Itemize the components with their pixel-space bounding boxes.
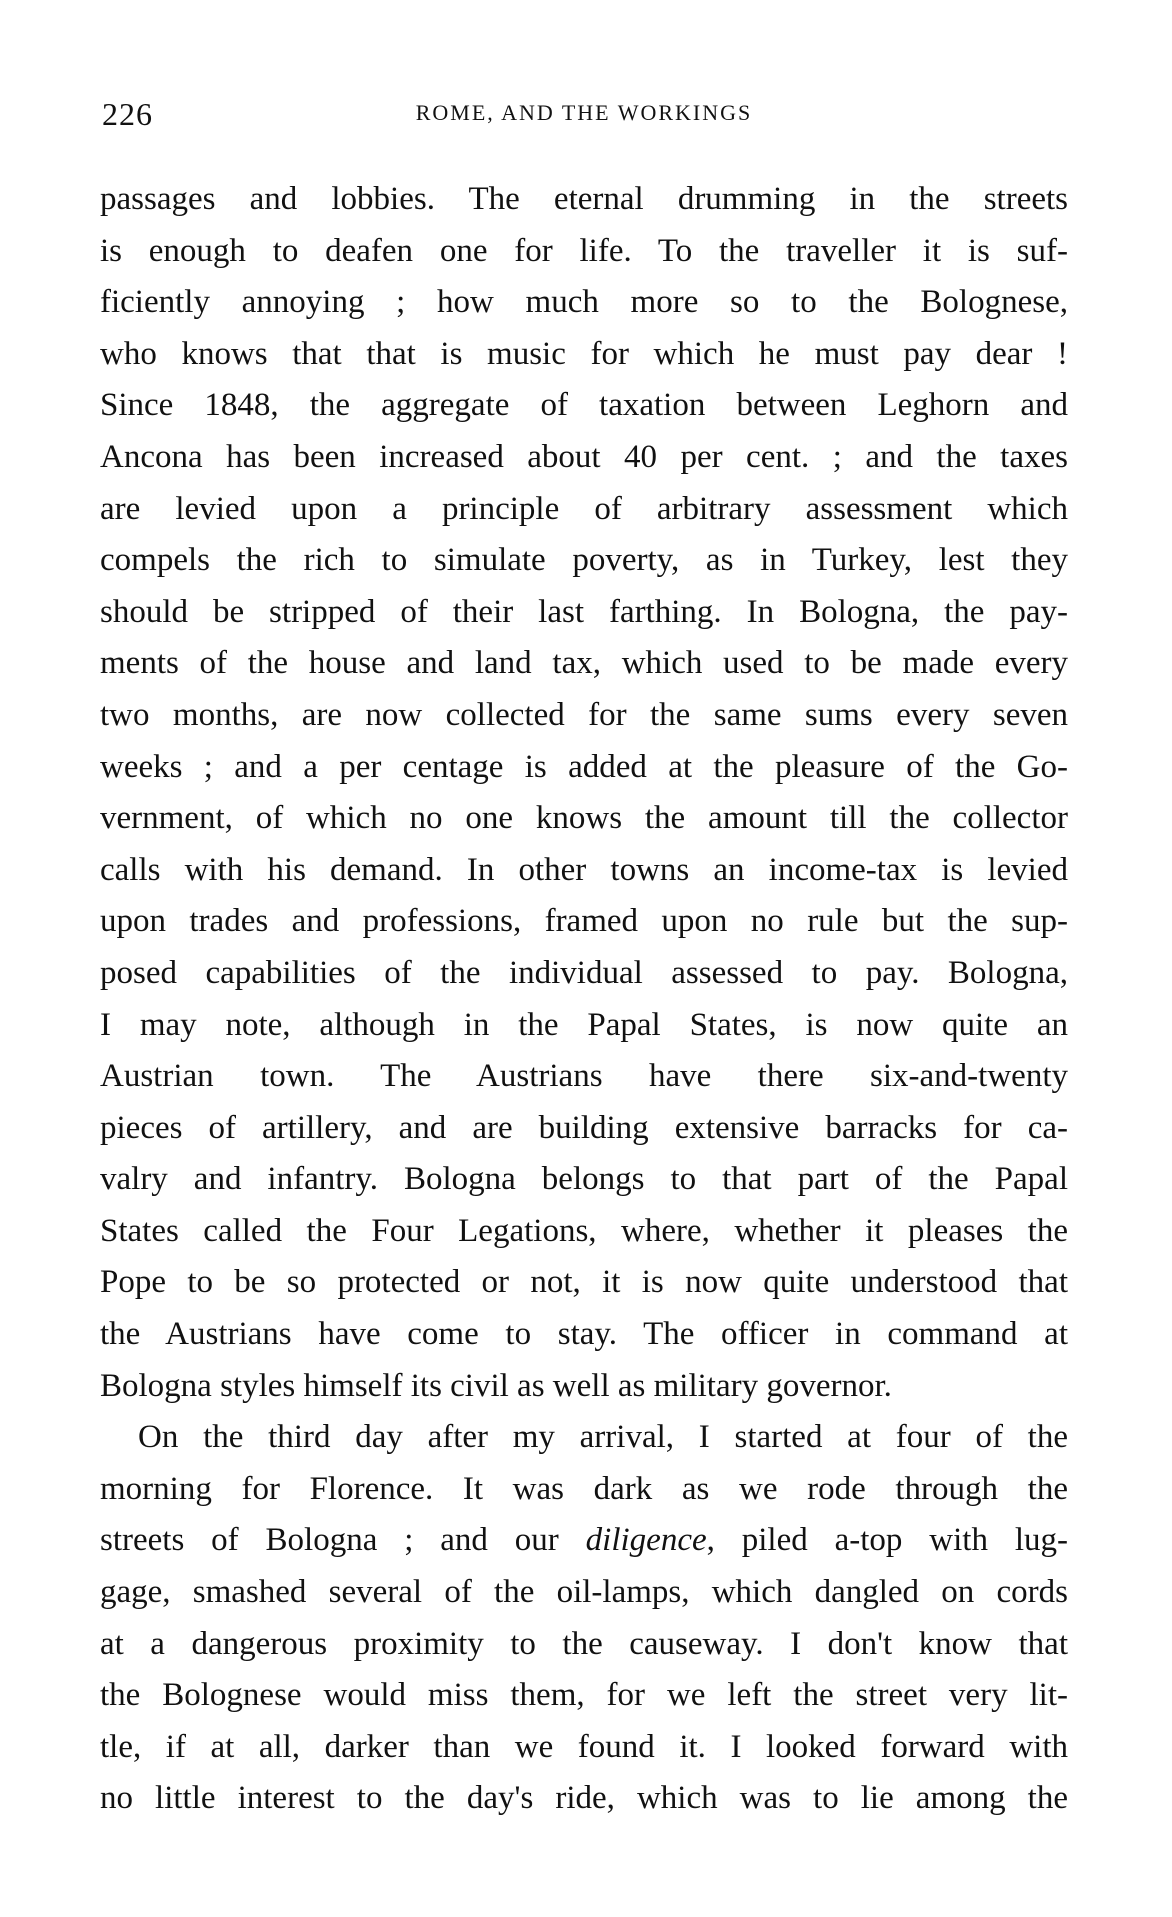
text-line: who knows that that is music for which he must pay dear !: [100, 335, 1068, 372]
text-line: no little interest to the day's ride, which was to lie among the: [100, 1780, 1068, 1817]
text-line: calls with his demand. In other towns an income-tax is levied: [100, 851, 1068, 888]
text-line: tle, if at all, darker than we found it. I looked forward with: [100, 1728, 1068, 1765]
body-text: [100, 174, 1068, 1825]
running-title: ROME, AND THE WORKINGS: [415, 100, 753, 125]
text-line: Pope to be so protected or not, it is now quite understood that: [100, 1264, 1068, 1301]
text-line: upon trades and professions, framed upon no rule but the sup-: [100, 903, 1068, 940]
text-line: vernment, of which no one knows the amount till the collector: [100, 800, 1068, 837]
text-segment: streets of Bologna ; and our: [100, 1522, 559, 1559]
text-line: compels the rich to simulate poverty, as in Turkey, lest they: [100, 542, 1068, 579]
paragraph-1: [100, 174, 1068, 1412]
text-line: the Bolognese would miss them, for we left the street very lit-: [100, 1677, 1068, 1714]
page-number: 226: [102, 96, 153, 132]
text-line: Bologna styles himself its civil as well as military governor.: [100, 1367, 892, 1404]
text-line: valry and infantry. Bologna belongs to that part of the Papal: [100, 1161, 1068, 1198]
text-line: On the third day after my arrival, I started at four of the: [138, 1419, 1068, 1456]
running-head: [100, 96, 1068, 136]
text-line: is enough to deafen one for life. To the traveller it is suf-: [100, 232, 1068, 269]
text-line: ficiently annoying ; how much more so to the Bolognese,: [100, 284, 1068, 321]
text-line: Ancona has been increased about 40 per cent. ; and the taxes: [100, 438, 1068, 475]
text-line: Austrian town. The Austrians have there six-and-twenty: [100, 1058, 1068, 1095]
text-line: two months, are now collected for the same sums every seven: [100, 696, 1068, 733]
text-line: pieces of artillery, and are building extensive barracks for ca-: [100, 1109, 1068, 1146]
text-segment: , piled a-top with lug-: [706, 1522, 1068, 1559]
text-line: are levied upon a principle of arbitrary assessment which: [100, 490, 1068, 527]
book-page: [100, 0, 1068, 1917]
text-line: morning for Florence. It was dark as we rode through the: [100, 1470, 1068, 1507]
text-line-mixed: [100, 1515, 1068, 1567]
italic-word: diligence: [585, 1522, 707, 1559]
text-line: the Austrians have come to stay. The officer in command at: [100, 1316, 1068, 1353]
paragraph-2: [100, 1412, 1068, 1825]
text-line: Since 1848, the aggregate of taxation between Leghorn and: [100, 387, 1068, 424]
text-line: gage, smashed several of the oil-lamps, which dangled on cords: [100, 1574, 1068, 1611]
text-line: should be stripped of their last farthing. In Bologna, the pay-: [100, 593, 1068, 630]
text-line: at a dangerous proximity to the causeway. I don't know that: [100, 1625, 1068, 1662]
text-line: weeks ; and a per centage is added at the pleasure of the Go-: [100, 748, 1068, 785]
text-line: passages and lobbies. The eternal drumming in the streets: [100, 181, 1068, 217]
text-line: ments of the house and land tax, which used to be made every: [100, 645, 1068, 682]
text-line: I may note, although in the Papal States, is now quite an: [100, 1006, 1068, 1043]
text-line: posed capabilities of the individual assessed to pay. Bologna,: [100, 954, 1068, 991]
text-line: States called the Four Legations, where, whether it pleases the: [100, 1212, 1068, 1249]
